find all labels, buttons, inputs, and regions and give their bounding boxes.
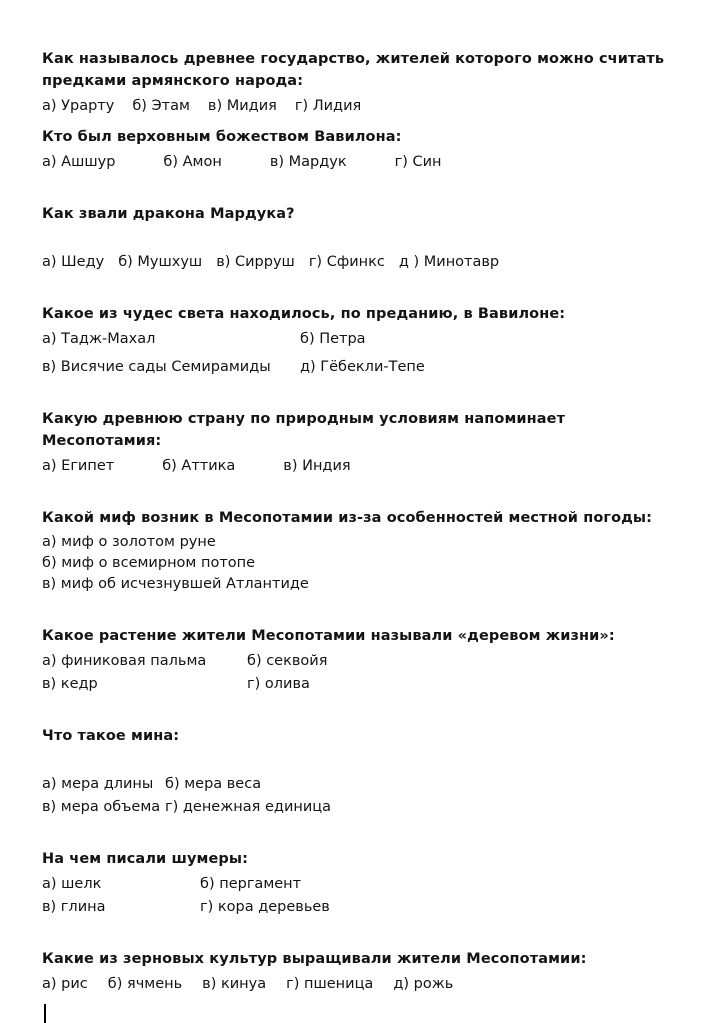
answer-option: в) Мидия bbox=[207, 98, 277, 114]
answer-option: в) кинуа bbox=[202, 976, 267, 992]
question-title: Что такое мина: bbox=[42, 728, 180, 744]
answer-option: а) мера длины bbox=[42, 776, 154, 792]
answer-option: а) Египет bbox=[42, 458, 115, 474]
question-10 bbox=[42, 948, 665, 995]
answer-option: в) кедр bbox=[42, 676, 98, 692]
question-title: Какое растение жители Месопотамии называли «деревом жизни»: bbox=[42, 628, 615, 644]
question-4 bbox=[42, 303, 665, 378]
answer-option: в) миф об исчезнувшей Атлантиде bbox=[42, 576, 309, 592]
answer-option: в) Индия bbox=[283, 458, 351, 474]
answer-option: д) рожь bbox=[393, 976, 454, 992]
answer-option: б) Этам bbox=[132, 98, 190, 114]
answer-options bbox=[42, 973, 665, 995]
question-title: Как называлось древнее государство, жителей которого можно считать предками армянского народа: bbox=[42, 51, 665, 89]
question-5 bbox=[42, 408, 665, 477]
answer-option: а) финиковая пальма bbox=[42, 653, 207, 669]
answer-options bbox=[42, 328, 665, 378]
answer-option: б) Мушхуш bbox=[118, 254, 203, 270]
answer-options bbox=[42, 773, 665, 818]
answer-options bbox=[42, 95, 665, 117]
answer-option: б) мера веса bbox=[165, 776, 262, 792]
answer-option: д) Гёбекли-Тепе bbox=[300, 359, 425, 375]
question-1 bbox=[42, 48, 665, 117]
question-title: Какую древнюю страну по природным условиям напоминает Месопотамия: bbox=[42, 411, 566, 449]
answer-option: а) рис bbox=[42, 976, 88, 992]
question-2 bbox=[42, 126, 665, 173]
question-title: Какие из зерновых культур выращивали жители Месопотамии: bbox=[42, 951, 587, 967]
answer-option: б) Аттика bbox=[162, 458, 236, 474]
answer-option: в) Мардук bbox=[269, 154, 347, 170]
answer-option: в) мера объема bbox=[42, 799, 161, 815]
answer-option: г) олива bbox=[247, 676, 310, 692]
answer-option: б) миф о всемирном потопе bbox=[42, 555, 256, 571]
answer-option: в) глина bbox=[42, 899, 106, 915]
answer-options bbox=[42, 151, 665, 173]
answer-option: г) Лидия bbox=[294, 98, 362, 114]
question-title: Какой миф возник в Месопотамии из-за особенностей местной погоды: bbox=[42, 510, 653, 526]
question-9 bbox=[42, 848, 665, 918]
answer-options bbox=[42, 455, 665, 477]
answer-option: а) Урарту bbox=[42, 98, 115, 114]
question-3 bbox=[42, 203, 665, 273]
question-title: Кто был верховным божеством Вавилона: bbox=[42, 129, 402, 145]
answer-option: в) Висячие сады Семирамиды bbox=[42, 359, 271, 375]
answer-option: б) Петра bbox=[300, 331, 366, 347]
answer-option: а) Ашшур bbox=[42, 154, 116, 170]
answer-option: б) пергамент bbox=[200, 876, 302, 892]
answer-option: г) Сфинкс bbox=[308, 254, 385, 270]
answer-option: а) миф о золотом руне bbox=[42, 534, 216, 550]
answer-option: б) ячмень bbox=[107, 976, 183, 992]
question-8 bbox=[42, 725, 665, 818]
text-cursor bbox=[44, 1004, 46, 1023]
question-title: На чем писали шумеры: bbox=[42, 851, 248, 867]
answer-options bbox=[42, 873, 665, 918]
answer-options bbox=[42, 532, 665, 595]
answer-option: в) Сирруш bbox=[216, 254, 295, 270]
question-6 bbox=[42, 507, 665, 595]
question-title: Какое из чудес света находилось, по преданию, в Вавилоне: bbox=[42, 306, 566, 322]
question-title: Как звали дракона Мардука? bbox=[42, 206, 295, 222]
answer-option: г) пшеница bbox=[286, 976, 374, 992]
answer-option: а) шелк bbox=[42, 876, 102, 892]
answer-option: г) кора деревьев bbox=[200, 899, 330, 915]
answer-option: б) секвойя bbox=[247, 653, 328, 669]
answer-option: г) денежная единица bbox=[165, 799, 332, 815]
answer-options bbox=[42, 251, 665, 273]
answer-option: г) Син bbox=[394, 154, 442, 170]
answer-option: а) Шеду bbox=[42, 254, 105, 270]
answer-options bbox=[42, 650, 665, 695]
answer-option: д ) Минотавр bbox=[398, 254, 500, 270]
question-7 bbox=[42, 625, 665, 695]
answer-option: а) Тадж-Махал bbox=[42, 331, 156, 347]
answer-option: б) Амон bbox=[163, 154, 222, 170]
